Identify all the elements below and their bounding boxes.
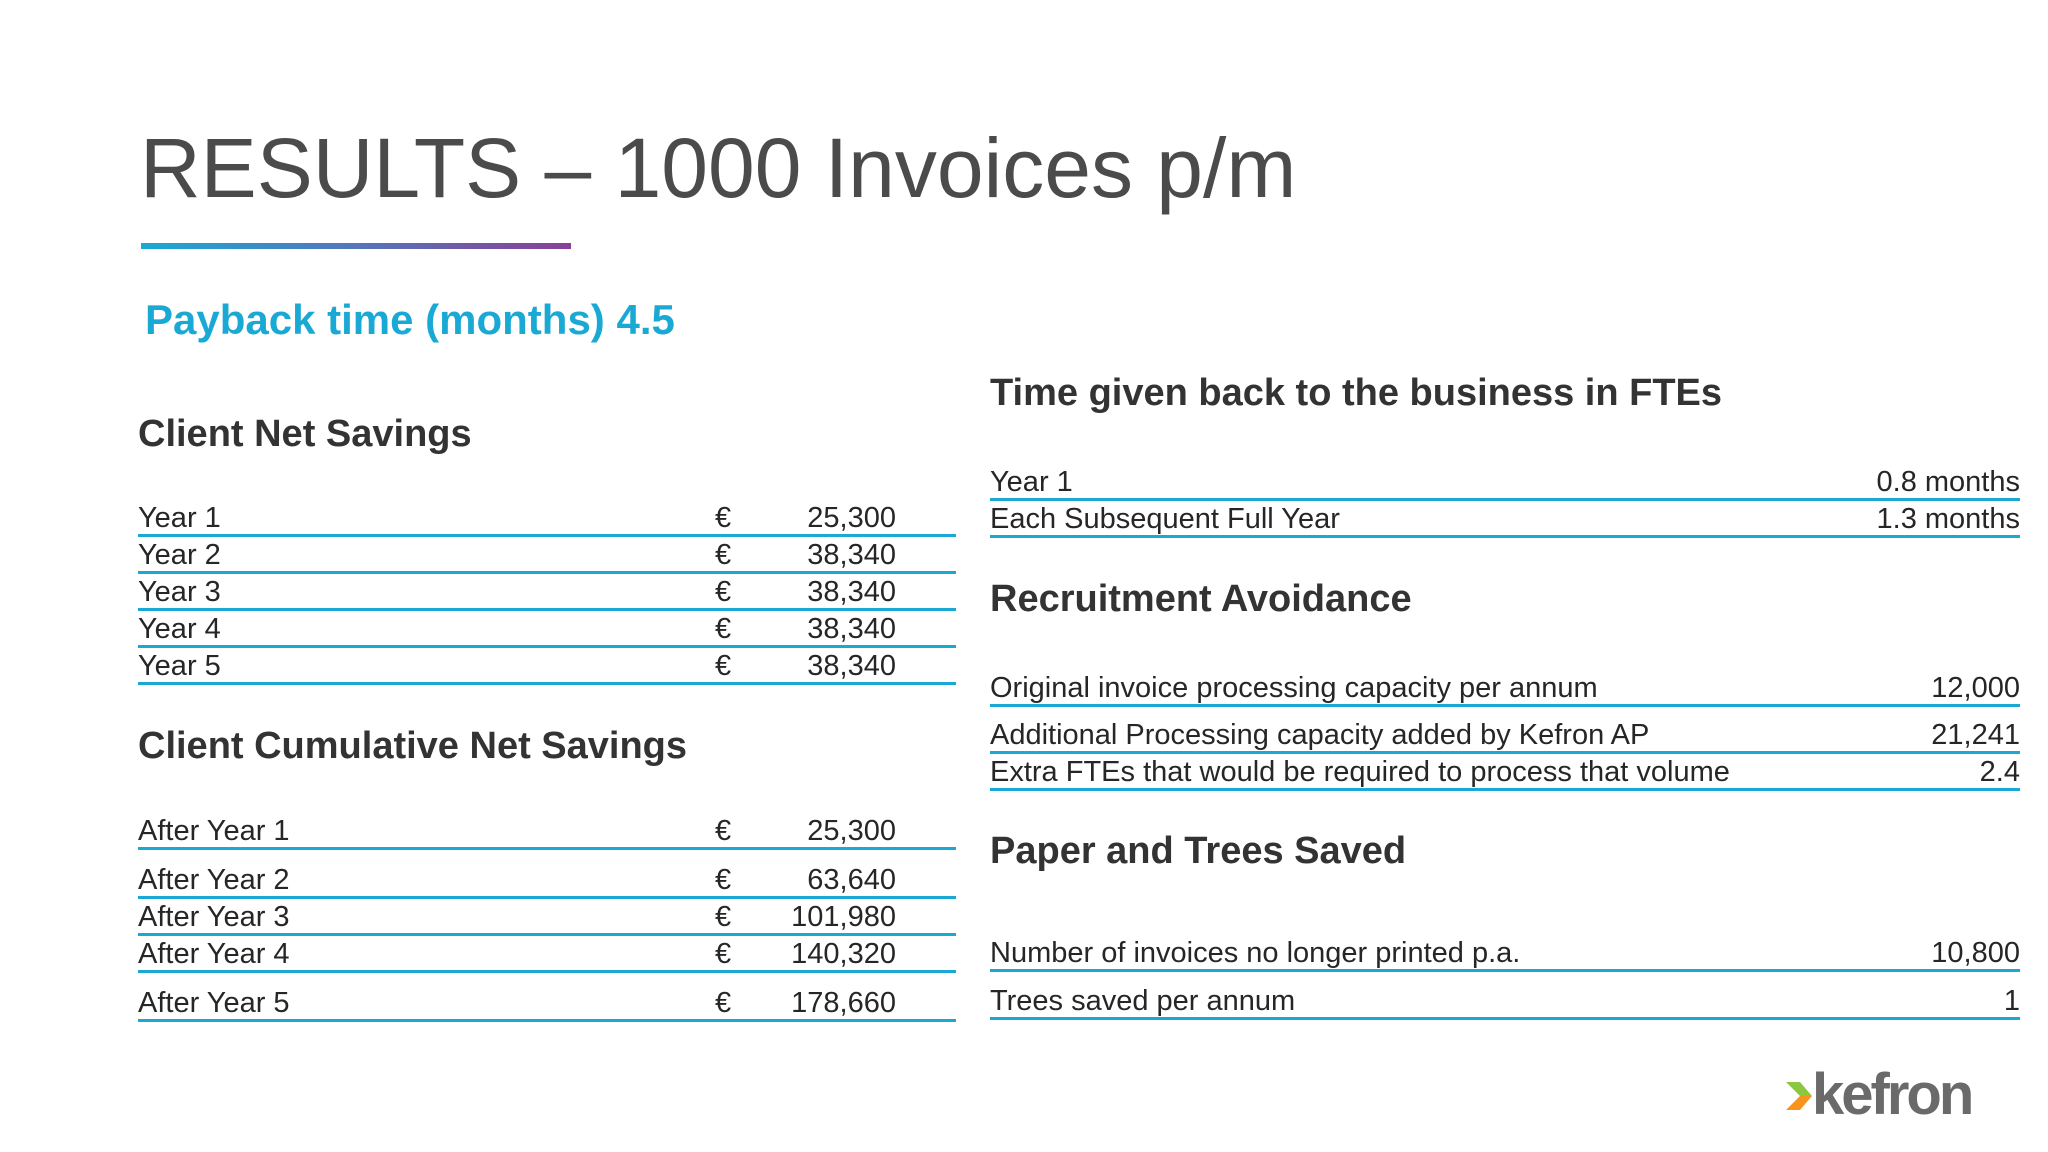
logo-text: kefron <box>1812 1062 1972 1127</box>
currency-symbol: € <box>715 901 732 933</box>
client-cumulative-table <box>138 813 956 1022</box>
client-net-savings-heading: Client Net Savings <box>138 413 472 455</box>
table-row <box>138 648 956 685</box>
row-label: After Year 5 <box>138 987 290 1019</box>
row-amount: 63,640 <box>807 864 896 896</box>
row-label: Year 5 <box>138 650 221 682</box>
row-amount: 38,340 <box>807 576 896 608</box>
table-row <box>990 935 2020 972</box>
table-row <box>990 754 2020 791</box>
row-amount: 38,340 <box>807 650 896 682</box>
client-cumulative-heading: Client Cumulative Net Savings <box>138 725 688 767</box>
table-row <box>138 813 956 850</box>
payback-time: Payback time (months) 4.5 <box>145 296 675 343</box>
row-label: Original invoice processing capacity per annum <box>990 672 1598 704</box>
table-row <box>138 611 956 648</box>
time-given-back-heading: Time given back to the business in FTEs <box>990 372 1723 414</box>
row-value: 12,000 <box>1931 672 2020 704</box>
currency-symbol: € <box>715 539 732 571</box>
row-label: After Year 2 <box>138 864 290 896</box>
table-row <box>990 464 2020 501</box>
row-value: 0.8 months <box>1876 466 2020 498</box>
row-label: Each Subsequent Full Year <box>990 503 1340 535</box>
currency-symbol: € <box>715 987 732 1019</box>
row-label: After Year 4 <box>138 938 290 970</box>
table-row <box>138 574 956 611</box>
recruitment-avoidance-heading: Recruitment Avoidance <box>990 578 1412 620</box>
row-label: After Year 3 <box>138 901 290 933</box>
row-amount: 25,300 <box>807 815 896 847</box>
row-label: Year 1 <box>990 466 1073 498</box>
table-row <box>990 717 2020 754</box>
row-value: 1.3 months <box>1876 503 2020 535</box>
title-underline-divider <box>141 243 571 249</box>
currency-symbol: € <box>715 502 732 534</box>
row-value: 10,800 <box>1931 937 2020 969</box>
recruitment-avoidance-table <box>990 670 2020 791</box>
row-label: Year 2 <box>138 539 221 571</box>
table-row <box>138 500 956 537</box>
currency-symbol: € <box>715 650 732 682</box>
currency-symbol: € <box>715 864 732 896</box>
table-row <box>990 983 2020 1020</box>
paper-trees-table <box>990 935 2020 1020</box>
slide-title: RESULTS – 1000 Invoices p/m <box>140 121 1297 215</box>
row-amount: 101,980 <box>791 901 896 933</box>
row-label: Year 1 <box>138 502 221 534</box>
currency-symbol: € <box>715 576 732 608</box>
row-value: 21,241 <box>1931 719 2020 751</box>
row-amount: 38,340 <box>807 613 896 645</box>
table-row <box>138 985 956 1022</box>
row-amount: 38,340 <box>807 539 896 571</box>
row-label: Trees saved per annum <box>990 985 1296 1017</box>
row-label: Year 3 <box>138 576 221 608</box>
table-row <box>138 936 956 973</box>
table-row <box>138 862 956 899</box>
currency-symbol: € <box>715 938 732 970</box>
kefron-chevron-logo-icon <box>1782 1062 2002 1132</box>
table-row <box>990 501 2020 538</box>
table-row <box>138 899 956 936</box>
row-value: 2.4 <box>1979 756 2020 788</box>
row-label: After Year 1 <box>138 815 290 847</box>
time-given-back-table <box>990 464 2020 538</box>
row-label: Number of invoices no longer printed p.a. <box>990 937 1521 969</box>
row-amount: 140,320 <box>791 938 896 970</box>
row-amount: 178,660 <box>791 987 896 1019</box>
currency-symbol: € <box>715 613 732 645</box>
currency-symbol: € <box>715 815 732 847</box>
table-row <box>990 670 2020 707</box>
row-label: Year 4 <box>138 613 221 645</box>
row-amount: 25,300 <box>807 502 896 534</box>
paper-trees-heading: Paper and Trees Saved <box>990 830 1407 872</box>
row-label: Extra FTEs that would be required to process that volume <box>990 756 1730 788</box>
table-row <box>138 537 956 574</box>
kefron-logo <box>1782 1062 2002 1132</box>
row-label: Additional Processing capacity added by Kefron AP <box>990 719 1650 751</box>
client-net-savings-table <box>138 500 956 685</box>
row-value: 1 <box>2003 985 2020 1017</box>
